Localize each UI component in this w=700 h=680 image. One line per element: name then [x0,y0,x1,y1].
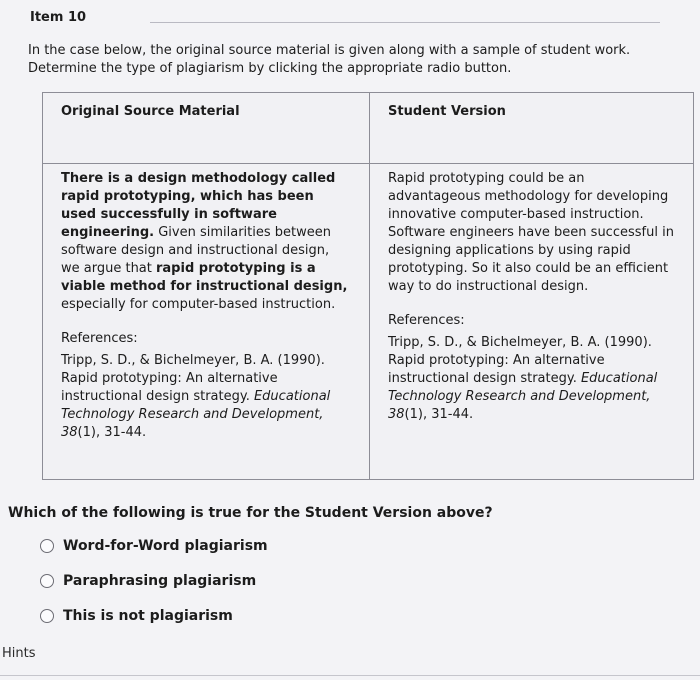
reference-issue: (1), 31-44. [404,407,474,422]
item-title: Item 10 [30,10,87,25]
references-label: References: [388,313,465,328]
answer-options [40,537,268,642]
reference-issue: (1), 31-44. [77,425,147,440]
header-divider [150,22,660,23]
instructions-text: In the case below, the original source material is given along with a sample of student work. Determine the type of plagiarism by clicking the appropriate radio button. [28,43,631,76]
original-cell [43,164,370,480]
original-references [61,330,351,442]
header-original: Original Source Material [43,93,370,164]
student-text: Rapid prototyping could be an advantageous methodology for developing innovative computer-based instruction. Software engineers have been successful in designing applications by using rapid prototyping. So it also could be an efficient way to do instructional design. [388,171,674,294]
question-text: Which of the following is true for the Student Version above? [8,505,493,521]
reference-authors-title: Tripp, S. D., & Bichelmeyer, B. A. (1990). Rapid prototyping: An alternative instructional design strategy. [61,353,325,404]
radio-button[interactable] [40,609,54,623]
option-paraphrasing[interactable] [40,572,268,590]
radio-button[interactable] [40,539,54,553]
option-label[interactable]: Paraphrasing plagiarism [63,573,257,589]
original-text [61,170,351,314]
source-comparison-table [42,92,694,480]
student-cell [370,164,694,480]
hints-link[interactable]: Hints [2,646,36,661]
option-not-plagiarism[interactable] [40,607,268,625]
reference-journal: Educational Technology Research and Development, 38 [61,389,331,440]
option-label[interactable]: This is not plagiarism [63,608,233,624]
reference-citation [388,334,675,424]
footer-divider [0,675,700,676]
original-text-plain-2: especially for computer-based instruction. [61,297,336,312]
reference-citation [61,352,351,442]
original-text-bold-2: rapid prototyping is a viable method for instructional design, [61,261,348,294]
header-student: Student Version [370,93,694,164]
original-text-plain-1: Given similarities between software design and instructional design, we argue that [61,225,331,276]
references-label: References: [61,331,138,346]
reference-authors-title: Tripp, S. D., & Bichelmeyer, B. A. (1990). Rapid prototyping: An alternative instructional design strategy. [388,335,652,386]
option-label[interactable]: Word-for-Word plagiarism [63,538,268,554]
original-text-bold-1: There is a design methodology called rapid prototyping, which has been used successfully in software engineering. [61,171,336,240]
reference-journal: Educational Technology Research and Development, 38 [388,371,658,422]
student-references [388,312,675,424]
radio-button[interactable] [40,574,54,588]
option-word-for-word[interactable] [40,537,268,555]
